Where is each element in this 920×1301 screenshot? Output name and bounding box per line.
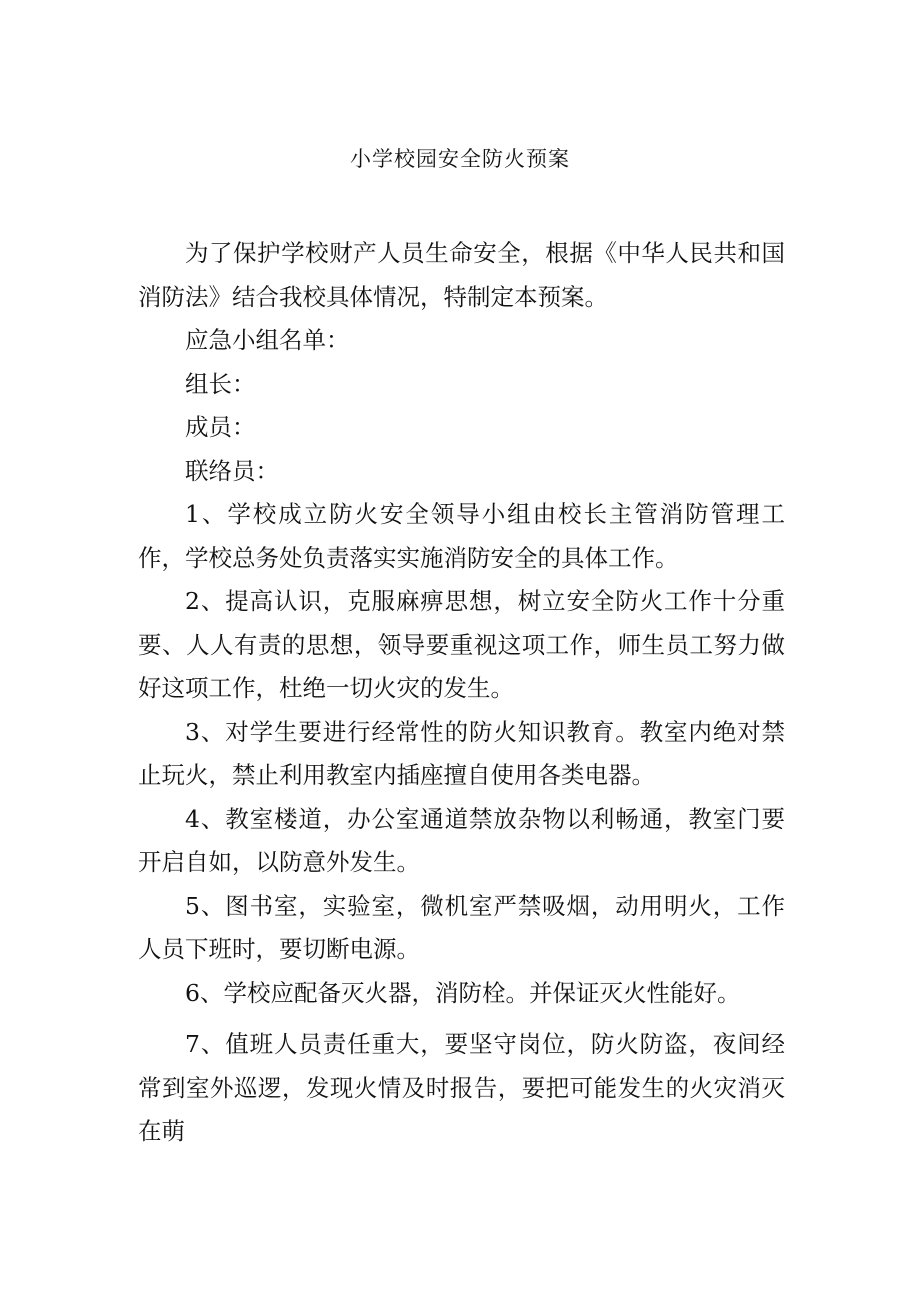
- paragraph-item-7: 7、值班人员责任重大，要坚守岗位，防火防盗，夜间经常到室外巡逻，发现火情及时报告，要把可能发生的火灾消灭在萌: [138, 1030, 785, 1145]
- paragraph-emergency-team-heading: 应急小组名单：: [185, 326, 350, 354]
- paragraph-liaison: 联络员：: [185, 456, 279, 485]
- document-body: [138, 232, 785, 1154]
- paragraph-item-1: 1、学校成立防火安全领导小组由校长主管消防管理工作，学校总务处负责落实实施消防安全的具体工作。: [138, 500, 785, 572]
- paragraph-item-5: 5、图书室，实验室，微机室严禁吸烟，动用明火，工作人员下班时，要切断电源。: [138, 891, 785, 963]
- paragraph-item-6: 6、学校应配备灭火器，消防栓。并保证灭火性能好。: [185, 978, 741, 1007]
- paragraph-intro: 为了保护学校财产人员生命安全，根据《中华人民共和国消防法》结合我校具体情况，特制定本预案。: [138, 239, 785, 311]
- paragraph-item-3: 3、对学生要进行经常性的防火知识教育。教室内绝对禁止玩火，禁止利用教室内插座擅自使用各类电器。: [138, 717, 785, 789]
- paragraph-item-4: 4、教室楼道，办公室通道禁放杂物以利畅通，教室门要开启自如，以防意外发生。: [138, 804, 785, 876]
- document-title: 小学校园安全防火预案: [350, 147, 570, 171]
- paragraph-team-members: 成员：: [185, 413, 256, 441]
- paragraph-team-leader: 组长：: [185, 369, 256, 398]
- paragraph-item-2: 2、提高认识，克服麻痹思想，树立安全防火工作十分重要、人人有责的思想，领导要重视这项工作，师生员工努力做好这项工作，杜绝一切火灾的发生。: [138, 587, 785, 702]
